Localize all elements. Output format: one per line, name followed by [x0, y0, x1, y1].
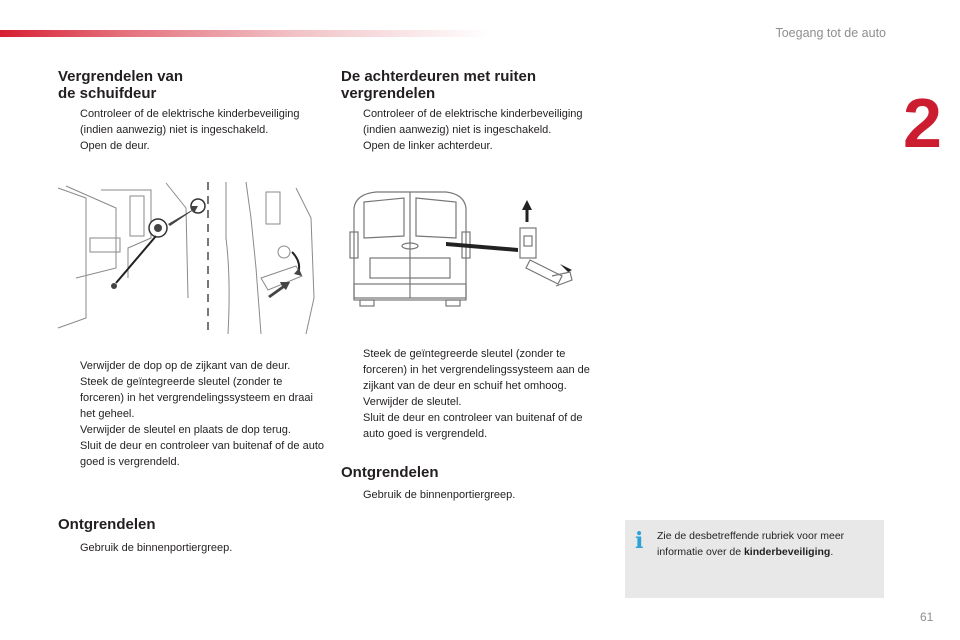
- list-item: [58, 422, 326, 438]
- left-steps-bottom: [58, 358, 326, 470]
- list-item: [58, 438, 326, 470]
- section-title-sliding-door: Vergrendelen van de schuifdeur: [58, 68, 184, 102]
- info-box: [625, 520, 884, 598]
- chapter-number: 2: [903, 84, 942, 162]
- sliding-door-lock-illustration: [56, 178, 318, 336]
- list-item: [341, 410, 605, 442]
- list-item: [341, 106, 603, 138]
- section-title-rear-doors: De achterdeuren met ruiten vergrendelen: [341, 68, 537, 102]
- list-item-text: Verwijder de sleutel.: [363, 396, 462, 408]
- list-item: [58, 374, 326, 422]
- list-item-text: Gebruik de binnenportiergreep.: [363, 489, 516, 501]
- list-item-text: Open de deur.: [80, 140, 150, 152]
- list-item-text: Sluit de deur en controleer van buitenaf of de auto goed is vergrendeld.: [80, 440, 325, 468]
- right-unlock-title: Ontgrendelen: [341, 464, 439, 481]
- list-item: [58, 138, 320, 154]
- list-item: [341, 138, 603, 154]
- list-item-text: Controleer of de elektrische kinderbeveiliging (indien aanwezig) niet is ingeschakeld.: [363, 108, 583, 136]
- left-unlock-steps: [58, 540, 320, 556]
- rear-door-lock-illustration: [346, 188, 582, 308]
- left-steps-top: [58, 106, 320, 154]
- right-unlock-steps: [341, 487, 603, 503]
- list-item: [341, 487, 603, 503]
- right-steps-bottom: [341, 346, 605, 442]
- list-item-text: Verwijder de sleutel en plaats de dop terug.: [80, 424, 291, 436]
- list-item-text: Sluit de deur en controleer van buitenaf of de auto goed is vergrendeld.: [363, 412, 583, 440]
- list-item: [341, 346, 605, 394]
- list-item: [341, 394, 605, 410]
- list-item: [58, 358, 326, 374]
- list-item-text: Open de linker achterdeur.: [363, 140, 493, 152]
- info-text-bold: kinderbeveiliging: [743, 546, 831, 558]
- list-item-text: Gebruik de binnenportiergreep.: [80, 542, 233, 554]
- list-item-text: Steek de geïntegreerde sleutel (zonder te forceren) in het vergrendelingssysteem aan de zijkant van de deur en schuif het omhoog.: [363, 348, 590, 392]
- left-unlock-title: Ontgrendelen: [58, 516, 156, 533]
- list-item: [58, 106, 320, 138]
- list-item-text: Verwijder de dop op de zijkant van de deur.: [80, 360, 291, 372]
- page-number: 61: [920, 610, 934, 624]
- info-text: Zie de desbetreffende rubriek voor meer informatie over de kinderbeveiliging.: [657, 530, 845, 558]
- list-item: [58, 540, 320, 556]
- right-steps-top: [341, 106, 603, 154]
- running-header: Toegang tot de auto: [775, 26, 886, 40]
- header-accent-bar: [0, 30, 490, 37]
- info-icon: i: [635, 528, 644, 554]
- list-item-text: Controleer of de elektrische kinderbeveiliging (indien aanwezig) niet is ingeschakeld.: [80, 108, 300, 136]
- list-item-text: Steek de geïntegreerde sleutel (zonder te forceren) in het vergrendelingssysteem en draai het geheel.: [80, 376, 313, 420]
